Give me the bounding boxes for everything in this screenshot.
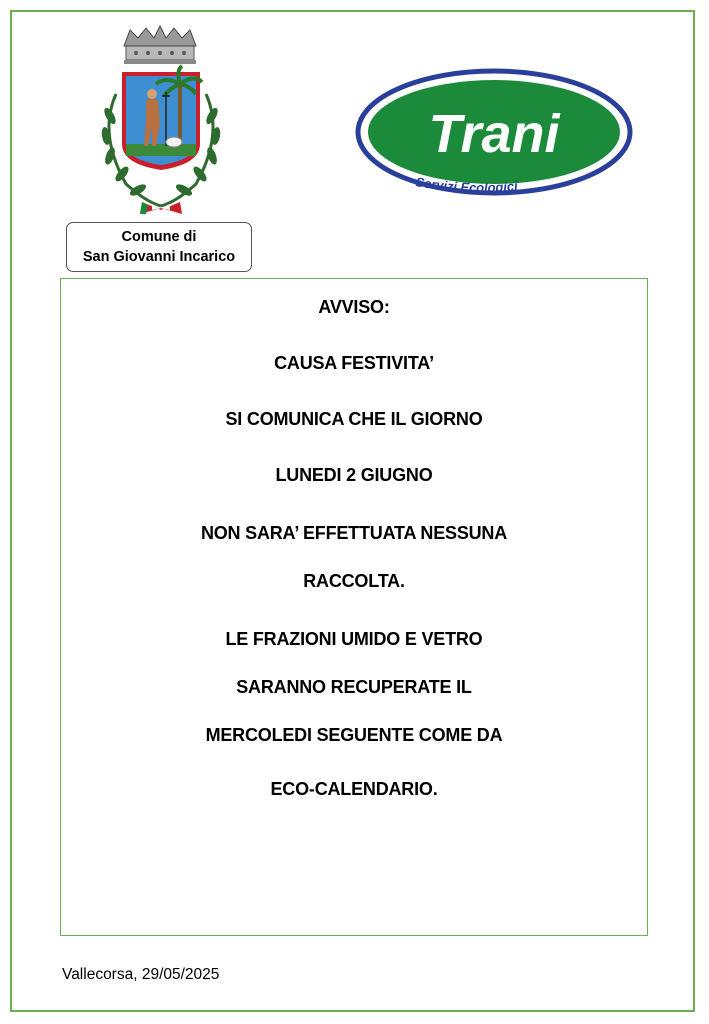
place-and-date: Vallecorsa, 29/05/2025: [62, 966, 220, 983]
coat-of-arms-icon: [86, 24, 236, 220]
logo-tagline-text: Servizi Ecologici: [414, 174, 519, 196]
trani-logo: [355, 68, 633, 200]
notice-line: MERCOLEDI SEGUENTE COME DA: [205, 725, 503, 745]
notice-line: ECO-CALENDARIO.: [270, 779, 438, 799]
notice-heading: AVVISO:: [318, 297, 390, 317]
notice-box: [60, 278, 648, 936]
municipality-label-line2: San Giovanni Incarico: [82, 249, 236, 265]
notice-line: RACCOLTA.: [303, 571, 405, 591]
notice-line: NON SARA’ EFFETTUATA NESSUNA: [200, 523, 508, 543]
municipality-label-line1: Comune di: [121, 229, 197, 245]
notice-line: LUNEDI 2 GIUGNO: [275, 465, 433, 485]
notice-line: SI COMUNICA CHE IL GIORNO: [225, 409, 483, 429]
notice-line: SARANNO RECUPERATE IL: [236, 677, 472, 697]
notice-line: CAUSA FESTIVITA’: [274, 353, 434, 373]
logo-brand-text: Trani: [428, 104, 560, 164]
notice-line: LE FRAZIONI UMIDO E VETRO: [225, 629, 483, 649]
municipality-label: [66, 222, 252, 272]
